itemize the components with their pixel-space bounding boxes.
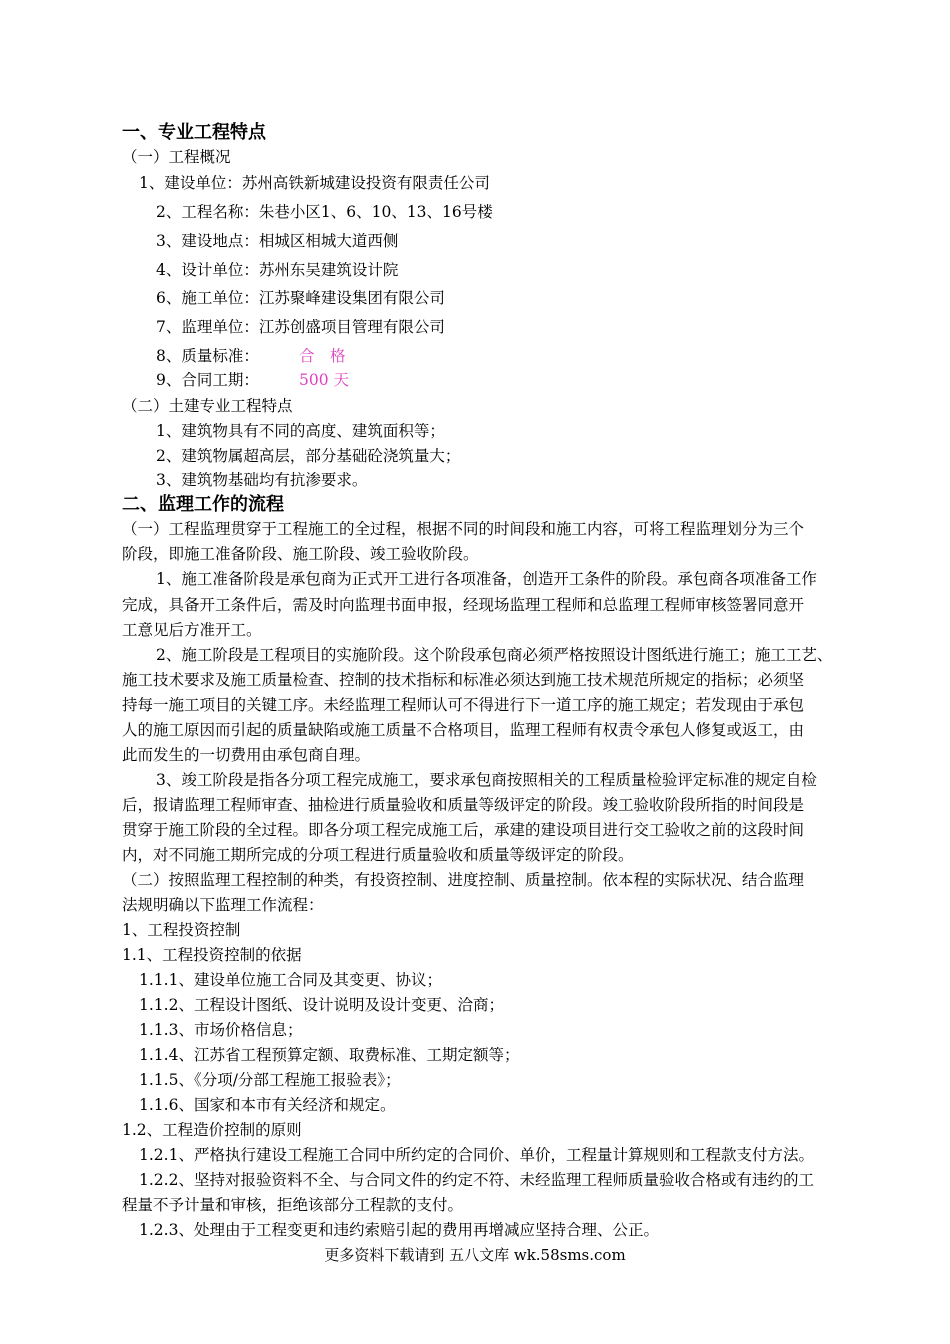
body-line: （二）按照监理工程控制的种类，有投资控制、进度控制、质量控制。依本程的实际状况、结合监理 <box>122 871 805 889</box>
overview-item <box>156 201 493 223</box>
quality-standard-value: 合 格 <box>299 347 346 365</box>
body-line: 人的施工原因而引起的质量缺陷或施工质量不合格项目，监理工程师有权责令承包人修复或返工，由 <box>122 721 805 739</box>
sub2-title: （二）土建专业工程特点 <box>122 397 293 415</box>
section2-title: 二、监理工作的流程 <box>122 494 284 515</box>
overview-label: 6、施工单位： <box>156 289 259 307</box>
body-line: 工意见后方准开工。 <box>122 621 262 639</box>
body-line: 1.1.4、江苏省工程预算定额、取费标准、工期定额等； <box>139 1046 520 1064</box>
body-line: 1.1.1、建设单位施工合同及其变更、协议； <box>139 971 442 989</box>
body-line: 1.1.6、国家和本市有关经济和规定。 <box>139 1096 396 1114</box>
body-line: 1.1、工程投资控制的依据 <box>122 946 302 964</box>
body-line: 法规明确以下监理工作流程： <box>122 896 324 914</box>
body-line: 1.1.5、《分项/分部工程施工报验表》； <box>139 1071 401 1089</box>
body-line: 阶段，即施工准备阶段、施工阶段、竣工验收阶段。 <box>122 545 479 563</box>
overview-item <box>139 172 490 194</box>
overview-value: 相城区相城大道西侧 <box>258 232 399 250</box>
body-line: 持每一施工项目的关键工序。未经监理工程师认可不得进行下一道工序的施工规定；若发现由于承包 <box>122 696 805 714</box>
overview-label: 7、监理单位： <box>156 318 259 336</box>
body-line: 1.2、工程造价控制的原则 <box>122 1121 302 1139</box>
body-line: 1.1.2、工程设计图纸、设计说明及设计变更、洽商； <box>139 996 504 1014</box>
body-line: 1、施工准备阶段是承包商为正式开工进行各项准备，创造开工条件的阶段。承包商各项准备工作 <box>156 570 817 588</box>
overview-item <box>156 230 398 252</box>
body-line: 1.2.1、严格执行建设工程施工合同中所约定的合同价、单价，工程量计算规则和工程款支付方法。 <box>139 1146 814 1164</box>
body-line: 施工技术要求及施工质量检查、控制的技术指标和标准必须达到施工技术规范所规定的指标；必须坚 <box>122 671 805 689</box>
overview-item <box>156 287 445 309</box>
overview-label: 4、设计单位： <box>156 261 259 279</box>
body-line: 1.1.3、市场价格信息； <box>139 1021 303 1039</box>
footer-text: 更多资料下载请到 五八文库 wk.58sms.com <box>324 1246 626 1264</box>
body-line: 1.2.3、处理由于工程变更和违约索赔引起的费用再增减应坚持合理、公正。 <box>139 1221 659 1239</box>
overview-item <box>156 369 259 391</box>
feature-item: 3、建筑物基础均有抗渗要求。 <box>156 471 368 489</box>
overview-value: 苏州东吴建筑设计院 <box>258 261 399 279</box>
overview-value: 江苏创盛项目管理有限公司 <box>258 318 445 336</box>
body-line: 内，对不同施工期所完成的分项工程进行质量验收和质量等级评定的阶段。 <box>122 846 634 864</box>
body-line: 2、施工阶段是工程项目的实施阶段。这个阶段承包商必须严格按照设计图纸进行施工；施工工艺、 <box>156 646 833 664</box>
contract-period-value: 500 天 <box>299 371 350 389</box>
overview-value: 朱巷小区1、6、10、13、16号楼 <box>258 203 493 221</box>
overview-label: 2、工程名称： <box>156 203 259 221</box>
body-line: 1、工程投资控制 <box>122 921 241 939</box>
feature-item: 1、建筑物具有不同的高度、建筑面积等； <box>156 422 445 440</box>
body-line: 贯穿于施工阶段的全过程。即各分项工程完成施工后，承建的建设项目进行交工验收之前的这段时间 <box>122 821 805 839</box>
overview-value: 江苏聚峰建设集团有限公司 <box>258 289 445 307</box>
overview-label: 1、建设单位： <box>139 174 242 192</box>
sub1-title: （一）工程概况 <box>122 148 231 166</box>
body-line: 此而发生的一切费用由承包商自理。 <box>122 746 371 764</box>
overview-label: 3、建设地点： <box>156 232 259 250</box>
feature-item: 2、建筑物属超高层，部分基础砼浇筑量大； <box>156 447 461 465</box>
section1-title: 一、专业工程特点 <box>122 122 266 143</box>
overview-label: 8、质量标准： <box>156 347 259 365</box>
body-line: 1.2.2、坚持对报验资料不全、与合同文件的约定不符、未经监理工程师质量验收合格或有违约的工 <box>139 1171 814 1189</box>
body-line: 后，报请监理工程师审查、抽检进行质量验收和质量等级评定的阶段。竣工验收阶段所指的时间段是 <box>122 796 805 814</box>
overview-item <box>156 316 445 338</box>
body-line: 3、竣工阶段是指各分项工程完成施工，要求承包商按照相关的工程质量检验评定标准的规定自检 <box>156 771 817 789</box>
body-line: 程量不予计量和审核，拒绝该部分工程款的支付。 <box>122 1196 464 1214</box>
body-line: （一）工程监理贯穿于工程施工的全过程，根据不同的时间段和施工内容，可将工程监理划分为三个 <box>122 520 805 538</box>
overview-value: 苏州高铁新城建设投资有限责任公司 <box>241 174 490 192</box>
overview-item <box>156 259 398 281</box>
body-line: 完成，具备开工条件后，需及时向监理书面申报，经现场监理工程师和总监理工程师审核签署同意开 <box>122 596 805 614</box>
overview-item <box>156 345 259 367</box>
overview-label: 9、合同工期： <box>156 371 259 389</box>
